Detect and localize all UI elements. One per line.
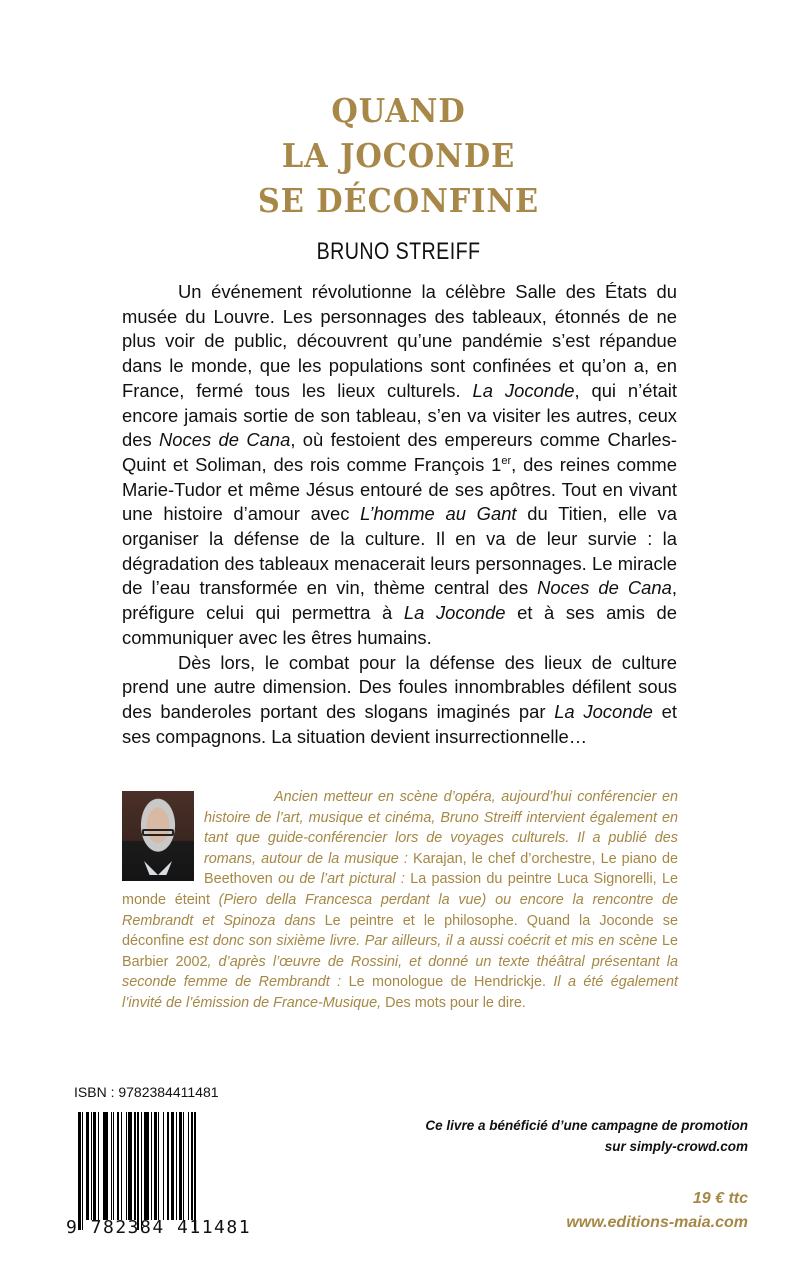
book-title-line-2: LA JOCONDE <box>281 136 516 175</box>
book-title-line-1: QUAND <box>331 91 466 130</box>
summary-text: Un événement révolutionne la célèbre Salle des États du musée du Louvre. Les personnages des tableaux, étonnés de ne plus voir de public, découvrent qu’une pandémie s’est répandue dans le monde, que les populations sont confinées et qu’on a, en France, fermé tous les lieux culturels. <box>122 281 677 401</box>
summary-italic-work-title: Noces de Cana <box>159 429 291 451</box>
book-summary <box>122 280 677 749</box>
bio-italic-text: est donc son sixième livre. Par ailleurs, il a aussi coécrit et mis en scène <box>184 933 662 950</box>
summary-text: du Titien, elle va organiser la défense de la culture. Il en va de leur survie : la dégradation des tableaux menacerait leurs personnages. Le miracle de l’eau transformée en vin, thème central des <box>122 503 677 599</box>
author-biography <box>122 787 678 1014</box>
bio-work-title: Le Barbier 2002 <box>122 933 678 970</box>
bio-work-title: La passion du peintre Luca Signorelli, Le monde éteint <box>122 871 678 908</box>
author-name: BRUNO STREIFF <box>316 238 481 265</box>
barcode-digits: 9 782384 411481 <box>66 1217 252 1238</box>
bio-work-title: Le monologue de Hendrickje. <box>348 974 546 991</box>
publisher-website: www.editions-maia.com <box>566 1214 748 1231</box>
summary-italic-work-title: Noces de Cana <box>537 577 672 599</box>
summary-text: , des reines comme Marie-Tudor et même Jésus entouré de ses apôtres. Tout en vivant une histoire d’amour avec <box>122 453 677 525</box>
summary-paragraph-2 <box>122 651 677 750</box>
summary-text: Dès lors, le combat pour la défense des lieux de culture prend une autre dimension. Des foules innombrables défilent sous des banderoles portant des slogans imaginés par <box>122 651 677 722</box>
book-title-block <box>0 88 797 267</box>
isbn-label: ISBN : 9782384411481 <box>74 1084 219 1100</box>
bio-paragraph <box>122 787 678 1014</box>
bio-work-title: Des mots pour le dire. <box>385 994 526 1011</box>
promotion-line-1: Ce livre a bénéficié d’une campagne de promotion <box>425 1118 748 1133</box>
glasses-shape <box>142 829 174 836</box>
summary-text: et à ses amis de communiquer avec les êtres humains. <box>122 602 677 648</box>
book-title-line-3: SE DÉCONFINE <box>257 181 540 220</box>
summary-italic-work-title: La Joconde <box>554 700 653 722</box>
bio-italic-text: Ancien metteur en scène d’opéra, aujourd’hui conférencier en histoire de l’art, musique et cinéma, Bruno Streiff intervient également en tant que guide-conférencier lors de voyages culturels. Il a publié des romans, autour de la musique : <box>204 789 678 867</box>
summary-italic-work-title: La Joconde <box>472 379 575 401</box>
summary-text: , préfigure celui qui permettra à <box>122 577 677 624</box>
summary-italic-work-title: L’homme au Gant <box>360 503 517 525</box>
summary-text: et ses compagnons. La situation devient insurrectionnelle… <box>122 700 677 747</box>
summary-italic-work-title: La Joconde <box>403 602 506 624</box>
bio-italic-text: , d’après l’œuvre de Rossini, et donné un texte théâtral présentant la seconde femme de Rembrandt : <box>122 953 679 991</box>
price-and-publisher <box>566 1187 748 1235</box>
barcode-space <box>196 1112 197 1220</box>
bio-work-title: Le peintre et le philosophe. Quand la Joconde se déconfine <box>122 912 678 950</box>
isbn-barcode <box>78 1112 228 1220</box>
shirt-collar-shape <box>144 861 172 875</box>
bio-italic-text: (Piero della Francesca perdant la vue) ou encore la rencontre de Rembrandt et Spinoza dans <box>122 891 679 929</box>
bio-italic-text: Il a été également l’invité de l’émission de France-Musique, <box>122 974 678 1011</box>
price: 19 € ttc <box>692 1190 748 1207</box>
summary-text: , où festoient des empereurs comme Charles-Quint et Soliman, des rois comme François 1 <box>122 429 677 475</box>
bio-italic-text: ou de l’art pictural : <box>272 871 411 888</box>
promotion-line-2: sur simply-crowd.com <box>604 1139 748 1154</box>
author-photo <box>122 791 194 881</box>
summary-paragraph-1 <box>122 280 677 651</box>
summary-text: , qui n’était encore jamais sortie de son tableau, s’en va visiter les autres, ceux des <box>122 379 677 451</box>
promotion-notice <box>425 1115 748 1157</box>
bio-work-title: Karajan, le chef d’orchestre, Le piano de Beethoven <box>204 850 678 888</box>
superscript-ordinal: er <box>501 454 512 467</box>
